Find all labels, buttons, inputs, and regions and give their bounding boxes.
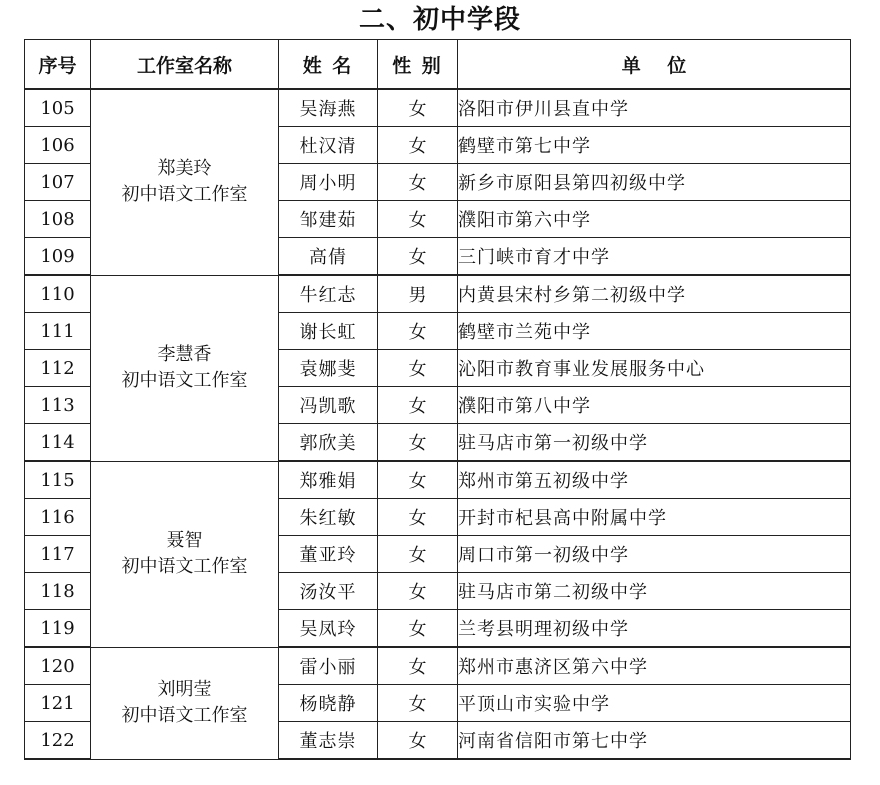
unit-cell: 濮阳市第六中学 — [458, 201, 851, 238]
gender-cell: 女 — [378, 647, 458, 685]
unit-cell: 开封市杞县高中附属中学 — [458, 499, 851, 536]
seq-cell: 121 — [25, 685, 91, 722]
unit-cell: 河南省信阳市第七中学 — [458, 722, 851, 760]
person-name-cell: 谢长虹 — [279, 313, 378, 350]
gender-cell: 男 — [378, 275, 458, 313]
studio-name: 李慧香 — [157, 344, 212, 365]
seq-cell: 107 — [25, 164, 91, 201]
seq-cell: 122 — [25, 722, 91, 760]
unit-cell: 鹤壁市兰苑中学 — [458, 313, 851, 350]
person-name-cell: 董志崇 — [279, 722, 378, 760]
gender-cell: 女 — [378, 461, 458, 499]
gender-cell: 女 — [378, 573, 458, 610]
person-name-cell: 雷小丽 — [279, 647, 378, 685]
studio-name: 聂智 — [166, 530, 203, 551]
header-seq: 序号 — [25, 40, 91, 90]
seq-cell: 115 — [25, 461, 91, 499]
table-row — [25, 275, 851, 313]
header-row — [25, 40, 851, 90]
seq-cell: 118 — [25, 573, 91, 610]
person-name-cell: 杨晓静 — [279, 685, 378, 722]
person-name-cell: 吴凤玲 — [279, 610, 378, 648]
page-title: 二、初中学段 — [358, 5, 521, 35]
seq-cell: 109 — [25, 238, 91, 276]
roster-table — [24, 39, 851, 760]
header-unit: 单 位 — [458, 40, 851, 90]
studio-name: 刘明莹 — [157, 679, 212, 700]
person-name-cell: 郭欣美 — [279, 424, 378, 462]
gender-cell: 女 — [378, 313, 458, 350]
person-name-cell: 杜汉清 — [279, 127, 378, 164]
gender-cell: 女 — [378, 201, 458, 238]
seq-cell: 111 — [25, 313, 91, 350]
gender-cell: 女 — [378, 238, 458, 276]
unit-cell: 驻马店市第二初级中学 — [458, 573, 851, 610]
seq-cell: 120 — [25, 647, 91, 685]
unit-cell: 内黄县宋村乡第二初级中学 — [458, 275, 851, 313]
seq-cell: 106 — [25, 127, 91, 164]
person-name-cell: 汤汝平 — [279, 573, 378, 610]
unit-cell: 沁阳市教育事业发展服务中心 — [458, 350, 851, 387]
seq-cell: 112 — [25, 350, 91, 387]
person-name-cell: 吴海燕 — [279, 89, 378, 127]
studio-name: 郑美玲 — [157, 158, 212, 180]
unit-cell: 平顶山市实验中学 — [458, 685, 851, 722]
gender-cell: 女 — [378, 424, 458, 462]
studio-cell — [91, 461, 279, 647]
person-name-cell: 牛红志 — [279, 275, 378, 313]
studio-type: 初中语文工作室 — [121, 370, 248, 391]
unit-cell: 洛阳市伊川县直中学 — [458, 89, 851, 127]
person-name-cell: 冯凯歌 — [279, 387, 378, 424]
seq-cell: 113 — [25, 387, 91, 424]
person-name-cell: 周小明 — [279, 164, 378, 201]
gender-cell: 女 — [378, 722, 458, 760]
studio-cell — [91, 89, 279, 275]
gender-cell: 女 — [378, 685, 458, 722]
unit-cell: 周口市第一初级中学 — [458, 536, 851, 573]
seq-cell: 119 — [25, 610, 91, 648]
person-name-cell: 董亚玲 — [279, 536, 378, 573]
studio-type: 初中语文工作室 — [121, 184, 248, 206]
unit-cell: 濮阳市第八中学 — [458, 387, 851, 424]
seq-cell: 114 — [25, 424, 91, 462]
studio-type: 初中语文工作室 — [121, 556, 248, 577]
person-name-cell: 郑雅娟 — [279, 461, 378, 499]
studio-cell — [91, 275, 279, 461]
roster-body — [25, 89, 851, 759]
gender-cell: 女 — [378, 164, 458, 201]
gender-cell: 女 — [378, 89, 458, 127]
person-name-cell: 邹建茹 — [279, 201, 378, 238]
seq-cell: 117 — [25, 536, 91, 573]
gender-cell: 女 — [378, 350, 458, 387]
unit-cell: 郑州市第五初级中学 — [458, 461, 851, 499]
unit-cell: 鹤壁市第七中学 — [458, 127, 851, 164]
gender-cell: 女 — [378, 536, 458, 573]
seq-cell: 105 — [25, 89, 91, 127]
header-studio: 工作室名称 — [91, 40, 279, 90]
person-name-cell: 朱红敏 — [279, 499, 378, 536]
unit-cell: 新乡市原阳县第四初级中学 — [458, 164, 851, 201]
table-row — [25, 89, 851, 127]
person-name-cell: 袁娜斐 — [279, 350, 378, 387]
seq-cell: 108 — [25, 201, 91, 238]
seq-cell: 116 — [25, 499, 91, 536]
seq-cell: 110 — [25, 275, 91, 313]
unit-cell: 驻马店市第一初级中学 — [458, 424, 851, 462]
gender-cell: 女 — [378, 610, 458, 648]
header-gender: 性 别 — [378, 40, 458, 90]
studio-type: 初中语文工作室 — [121, 705, 248, 726]
gender-cell: 女 — [378, 387, 458, 424]
unit-cell: 三门峡市育才中学 — [458, 238, 851, 276]
header-name: 姓 名 — [279, 40, 378, 90]
gender-cell: 女 — [378, 127, 458, 164]
table-row — [25, 647, 851, 685]
studio-cell — [91, 647, 279, 759]
unit-cell: 兰考县明理初级中学 — [458, 610, 851, 648]
person-name-cell: 高倩 — [279, 238, 378, 276]
table-row — [25, 461, 851, 499]
unit-cell: 郑州市惠济区第六中学 — [458, 647, 851, 685]
gender-cell: 女 — [378, 499, 458, 536]
